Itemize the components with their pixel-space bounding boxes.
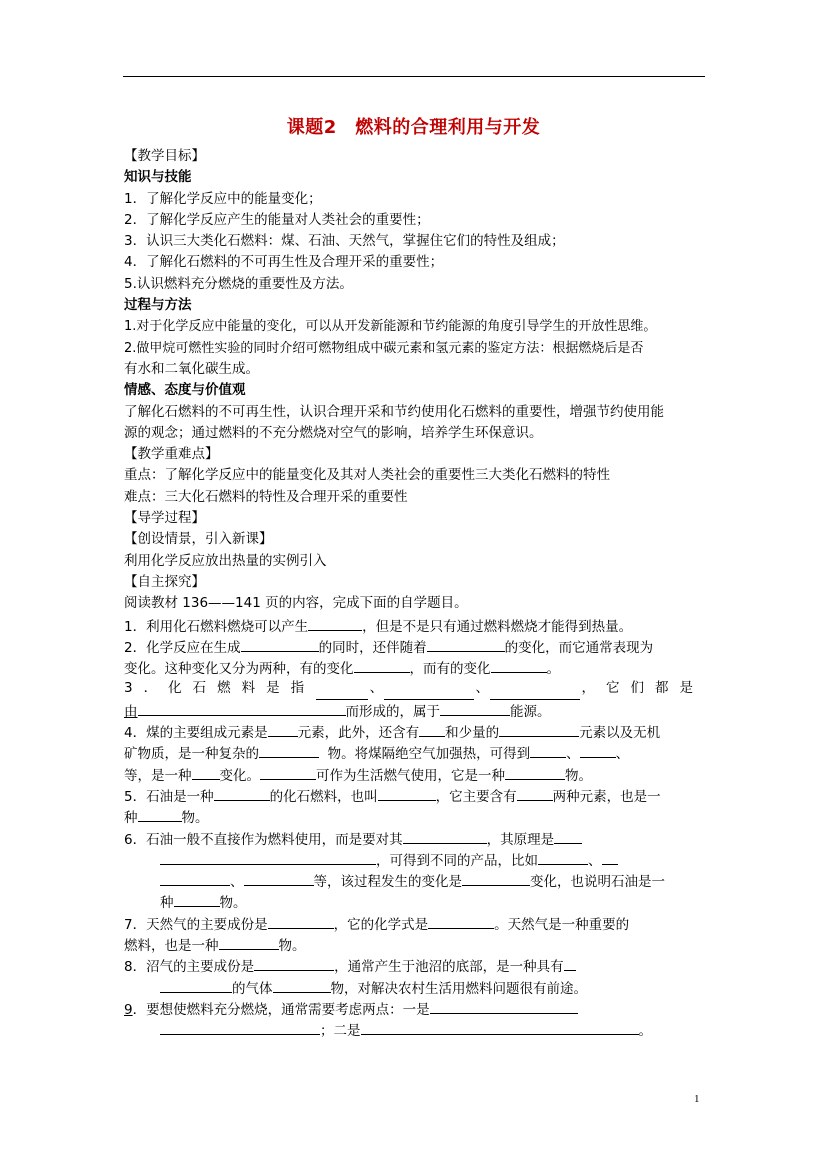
blank[interactable] [160,849,376,865]
blank[interactable] [354,657,410,673]
question-8: 8．沼气的主要成份是 ，通常产生于池沼的底部，是一种具有 [124,955,706,976]
blank[interactable] [259,742,319,758]
question-2: 2．化学反应在生成 的同时，还伴随着 的变化，而它通常表现为 [124,636,706,657]
blank[interactable] [361,1019,639,1035]
question-3: 3．化石燃料是指 、 、 ，它们都是 [124,678,704,699]
subheading: 情感、态度与价值观 [124,382,246,399]
blank[interactable] [430,998,578,1014]
question-6-cont: 、 等，该过程发生的变化是 变化，也说明石油是一 [124,870,706,891]
blank[interactable] [491,657,547,673]
blank[interactable] [241,636,319,652]
document-body [124,146,706,1040]
paragraph: 了解化石燃料的不可再生性，认识合理开采和节约使用化石燃料的重要性，增强节约使用能 [124,403,664,420]
blank[interactable] [427,636,505,652]
blank[interactable] [530,742,566,758]
question-5-cont: 种 物。 [124,806,706,827]
paragraph: 源的观念；通过燃料的不充分燃烧对空气的影响，培养学生环保意识。 [124,424,543,441]
blank[interactable] [316,684,368,700]
blank[interactable] [260,764,316,780]
blank[interactable] [244,870,314,886]
question-7: 7．天然气的主要成份是 ，它的化学式是 。天然气是一种重要的 [124,913,706,934]
blank[interactable] [554,828,582,844]
section-heading: 【创设情景，引入新课】 [124,531,273,548]
blank[interactable] [138,700,346,716]
page-title: 课题2 燃料的合理利用与开发 [286,117,541,138]
blank[interactable] [538,849,588,865]
paragraph: 难点：三大化石燃料的特性及合理开采的重要性 [124,488,408,505]
paragraph: 1．了解化学反应中的能量变化； [124,190,322,207]
header-rule [123,76,705,77]
blank[interactable] [219,934,279,950]
section-heading: 【导学过程】 [124,510,205,527]
blank[interactable] [428,913,494,929]
blank[interactable] [440,700,510,716]
paragraph: 3．认识三大类化石燃料：煤、石油、天然气，掌握住它们的特性及组成； [124,233,565,250]
blank[interactable] [138,806,182,822]
blank[interactable] [268,721,298,737]
paragraph: 有水和二氧化碳生成。 [124,360,259,377]
blank[interactable] [564,955,576,971]
paragraph: 2．了解化学反应产生的能量对人类社会的重要性； [124,211,430,228]
blank[interactable] [192,764,220,780]
section-heading: 【教学目标】 [124,148,205,164]
blank[interactable] [517,785,553,801]
question-8-cont: 的气体 物，对解决农村生活用燃料问题很有前途。 [124,977,706,998]
blank[interactable] [580,742,616,758]
paragraph: 重点：了解化学反应中的能量变化及其对人类社会的重要性三大类化石燃料的特性 [124,467,610,484]
question-6-cont: 种 物。 [124,891,706,912]
blank[interactable] [403,828,487,844]
section-heading: 【自主探究】 [124,573,205,590]
paragraph: 阅读教材 136——141 页的内容，完成下面的自学题目。 [124,595,468,612]
question-4-cont: 矿物质，是一种复杂的 物。将煤隔绝空气加强热，可得到 、 、 [124,742,706,763]
question-3-cont: 由 而形成的，属于 能源。 [124,700,706,721]
question-9-cont: ；二是 。 [124,1019,706,1040]
question-6: 6．石油一般不直接作为燃料使用，而是要对其 ，其原理是 [124,828,706,849]
subheading: 知识与技能 [124,169,192,186]
question-9: 9．要想使燃料充分燃烧，通常需要考虑两点：一是 [124,998,706,1019]
question-5: 5．石油是一种 的化石燃料，也叫 ，它主要含有 两种元素，也是一 [124,785,706,806]
blank[interactable] [174,891,220,907]
blank[interactable] [419,721,445,737]
question-1: 1．利用化石燃料燃烧可以产生 ，但是不是只有通过燃料燃烧才能得到热量。 [124,615,706,636]
page-number: 1 [694,1093,700,1105]
blank[interactable] [505,764,565,780]
question-2-cont: 变化。这种变化又分为两种，有的变化 ，而有的变化 。 [124,657,706,678]
paragraph: 4．了解化石燃料的不可再生性及合理开采的重要性； [124,254,444,271]
blank[interactable] [254,955,334,971]
section-heading: 【教学重难点】 [124,446,219,463]
blank[interactable] [160,1019,320,1035]
blank[interactable] [490,684,580,700]
paragraph: 利用化学反应放出热量的实例引入 [124,552,327,569]
blank[interactable] [384,684,474,700]
question-4-cont: 等，是一种 变化。 可作为生活燃气使用，它是一种 物。 [124,764,706,785]
blank[interactable] [499,721,579,737]
blank[interactable] [160,977,232,993]
question-6-cont: ，可得到不同的产品，比如 、 [124,849,706,870]
blank[interactable] [602,849,618,865]
paragraph: 5.认识燃料充分燃烧的重要性及方法。 [124,275,353,292]
blank[interactable] [273,977,331,993]
subheading: 过程与方法 [124,297,192,314]
blank[interactable] [214,785,270,801]
blank[interactable] [160,870,230,886]
paragraph: 1.对于化学反应中能量的变化，可以从开发新能源和节约能源的角度引导学生的开放性思维。 [124,319,657,335]
blank[interactable] [462,870,530,886]
blank[interactable] [378,785,436,801]
blank[interactable] [268,913,334,929]
paragraph: 2.做甲烷可燃性实验的同时介绍可燃物组成中碳元素和氢元素的鉴定方法：根据燃烧后是否 [124,340,644,356]
question-4: 4．煤的主要组成元素是 元素，此外，还含有 和少量的 元素以及无机 [124,721,706,742]
question-7-cont: 燃料，也是一种 物。 [124,934,706,955]
blank[interactable] [308,615,362,631]
